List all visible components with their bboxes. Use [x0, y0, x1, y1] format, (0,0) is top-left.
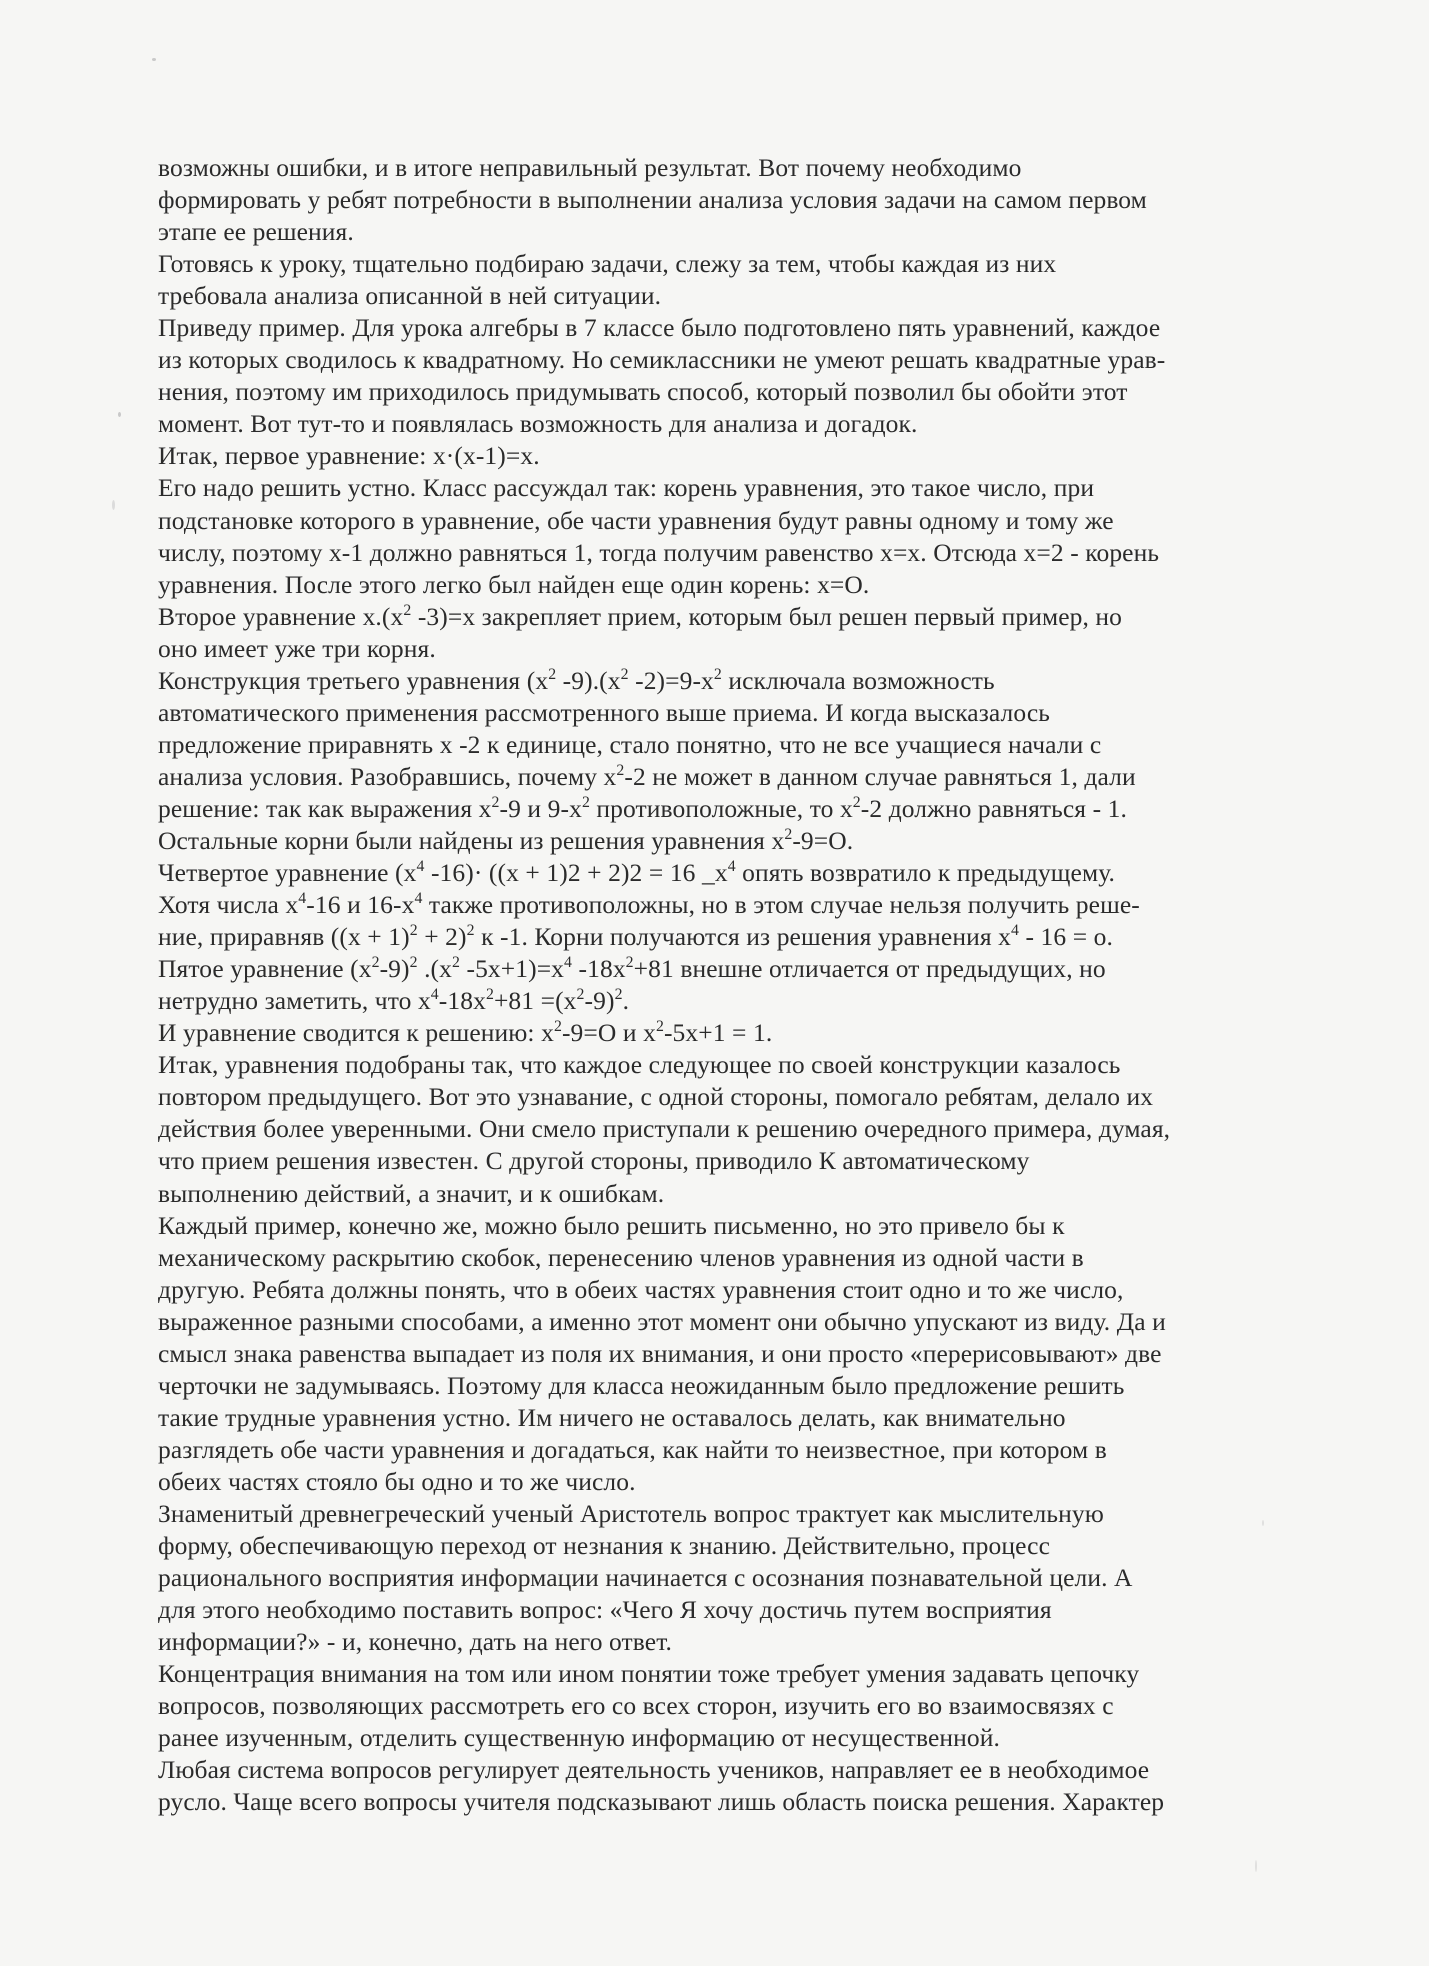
- scan-speck: [152, 58, 156, 61]
- text-run: возможны ошибки, и в итоге неправильный результат. Вот почему необходимо: [158, 153, 1022, 182]
- text-line: [158, 1690, 1273, 1722]
- text-run: формировать у ребят потребности в выполнении анализа условия задачи на самом первом: [158, 185, 1147, 215]
- text-run: - 16 = о.: [1018, 922, 1113, 952]
- text-run: -5х+1)=х: [460, 954, 565, 984]
- text-line: [158, 184, 1273, 216]
- text-run: вопросов, позволяющих рассмотреть его со всех сторон, изучить его во взаимосвязях с: [158, 1691, 1114, 1721]
- text-run: -18х: [572, 954, 626, 984]
- text-run: .: [622, 986, 630, 1016]
- superscript: 2: [553, 1018, 562, 1036]
- text-line: [158, 825, 1273, 857]
- text-run: выраженное разными способами, а именно этот момент они обычно упускают из виду. Да и: [158, 1306, 1166, 1336]
- text-run: + 2): [417, 922, 467, 952]
- superscript: 2: [548, 665, 557, 683]
- text-run: из которых сводилось к квадратному. Но семиклассники не умеют решать квадратные урав-: [158, 345, 1166, 375]
- text-run: требовала анализа описанной в ней ситуации.: [158, 281, 662, 311]
- text-run: автоматического применения рассмотренного выше приема. И когда высказалось: [158, 697, 1050, 727]
- text-run: Каждый пример, конечно же, можно было решить письменно, но это привело бы к: [158, 1210, 1065, 1240]
- text-run: к -1. Корни получаются из решения уравнения х: [474, 922, 1011, 952]
- text-run: рационального восприятия информации начинается с осознания познавательной цели. А: [158, 1563, 1133, 1593]
- superscript: 2: [485, 986, 494, 1004]
- superscript: 2: [614, 986, 623, 1004]
- text-run: -16)· ((х + 1)2 + 2)2 = 16 _х: [424, 858, 728, 888]
- superscript: 2: [620, 665, 629, 683]
- text-line: [158, 633, 1273, 665]
- text-line: [158, 889, 1273, 921]
- text-run: И уравнение сводится к решению: х: [158, 1018, 554, 1048]
- text-run: Любая система вопросов регулирует деятельность учеников, направляет ее в необходимое: [158, 1755, 1150, 1785]
- text-run: -3)=х закрепляет прием, которым был решен первый пример, но: [411, 601, 1123, 631]
- text-run: -2)=9-х: [628, 665, 714, 695]
- text-run: действия более уверенными. Они смело приступали к решению очередного примера, думая,: [158, 1114, 1171, 1144]
- superscript: 4: [430, 986, 439, 1004]
- text-run: для этого необходимо поставить вопрос: «Чего Я хочу достичь путем восприятия: [158, 1595, 1052, 1625]
- text-run: Четвертое уравнение (х: [158, 858, 417, 888]
- text-line: [158, 697, 1273, 729]
- superscript: 4: [1010, 922, 1019, 940]
- superscript: 2: [466, 922, 475, 940]
- text-line: [158, 761, 1273, 793]
- text-run: опять возвратило к предыдущему.: [735, 858, 1115, 888]
- text-line: [158, 1434, 1273, 1466]
- text-run: Концентрация внимания на том или ином понятии тоже требует умения задавать цепочку: [158, 1659, 1140, 1689]
- text-run: Готовясь к уроку, тщательно подбираю задачи, слежу за тем, чтобы каждая из них: [158, 249, 1057, 279]
- text-run: решение: так как выражения х: [158, 793, 492, 823]
- superscript: 4: [727, 858, 736, 876]
- text-line: [158, 1658, 1273, 1690]
- text-run: -9=О.: [792, 825, 854, 855]
- superscript: 2: [625, 954, 634, 972]
- superscript: 4: [416, 858, 425, 876]
- text-line: [158, 1178, 1273, 1210]
- text-run: этапе ее решения.: [158, 217, 354, 247]
- text-run: -9=О и х: [561, 1018, 656, 1048]
- text-line: [158, 440, 1273, 472]
- text-line: [158, 1498, 1273, 1530]
- text-run: -9): [379, 954, 410, 984]
- text-line: [158, 1562, 1273, 1594]
- text-run: -9).(х: [556, 665, 621, 695]
- text-run: +81 внешне отличается от предыдущих, но: [633, 954, 1106, 984]
- text-run: выполнению действий, а значит, и к ошибкам.: [158, 1178, 665, 1208]
- superscript: 2: [713, 665, 722, 683]
- superscript: 2: [581, 794, 590, 812]
- text-line: [158, 280, 1273, 312]
- text-line: [158, 472, 1273, 504]
- text-line: [158, 1306, 1273, 1338]
- text-line: [158, 1466, 1273, 1498]
- text-run: -9): [584, 986, 615, 1016]
- text-run: черточки не задумываясь. Поэтому для класса неожиданным было предложение решить: [158, 1370, 1125, 1400]
- text-line: [158, 216, 1273, 248]
- text-line: [158, 793, 1273, 825]
- text-run: Хотя числа х: [158, 890, 299, 920]
- text-line: [158, 569, 1273, 601]
- text-line: [158, 1210, 1273, 1242]
- text-run: такие трудные уравнения устно. Им ничего не оставалось делать, как внимательно: [158, 1402, 1066, 1432]
- text-run: -9 и 9-х: [499, 793, 582, 823]
- text-run: Знаменитый древнегреческий ученый Аристотель вопрос трактует как мыслительную: [158, 1498, 1104, 1528]
- text-run: ранее изученным, отделить существенную информацию от несущественной.: [158, 1723, 1000, 1753]
- superscript: 2: [371, 954, 380, 972]
- text-line: [158, 312, 1273, 344]
- scan-speck: [1255, 1860, 1257, 1872]
- text-run: -2 должно равняться - 1.: [860, 793, 1127, 823]
- document-body: [158, 152, 1273, 1818]
- text-run: Конструкция третьего уравнения (х: [158, 665, 549, 695]
- text-line: [158, 1626, 1273, 1658]
- text-line: [158, 601, 1273, 633]
- text-run: числу, поэтому х-1 должно равняться 1, тогда получим равенство х=х. Отсюда х=2 - корень: [158, 537, 1160, 567]
- scan-speck: [118, 412, 121, 417]
- superscript: 2: [403, 601, 412, 619]
- text-line: [158, 1402, 1273, 1434]
- superscript: 2: [409, 954, 418, 972]
- text-line: [158, 248, 1273, 280]
- text-run: Его надо решить устно. Класс рассуждал так: корень уравнения, это такое число, при: [158, 473, 1095, 503]
- text-line: [158, 953, 1273, 985]
- text-run: -5х+1 = 1.: [663, 1018, 773, 1048]
- text-line: [158, 537, 1273, 569]
- text-line: [158, 505, 1273, 537]
- text-line: [158, 665, 1273, 697]
- text-line: [158, 408, 1273, 440]
- text-run: разглядеть обе части уравнения и догадаться, как найти то неизвестное, при котором в: [158, 1434, 1107, 1464]
- text-run: русло. Чаще всего вопросы учителя подсказывают лишь область поиска решения. Характер: [158, 1787, 1165, 1817]
- text-run: Итак, первое уравнение: x·(x-1)=x.: [158, 441, 540, 471]
- text-run: Пятое уравнение (х: [158, 954, 372, 984]
- superscript: 4: [414, 890, 423, 908]
- text-line: [158, 1338, 1273, 1370]
- superscript: 2: [576, 986, 585, 1004]
- text-run: Остальные корни были найдены из решения уравнения х: [158, 825, 785, 855]
- superscript: 2: [491, 794, 500, 812]
- text-run: подстановке которого в уравнение, обе части уравнения будут равны одному и тому же: [158, 505, 1114, 535]
- text-run: -2 не может в данном случае равняться 1, дали: [624, 761, 1136, 791]
- text-run: нетрудно заметить, что х: [158, 986, 431, 1016]
- text-run: -18х: [438, 986, 486, 1016]
- text-run: обеих частях стояло бы одно и то же число.: [158, 1466, 636, 1496]
- text-run: уравнения. После этого легко был найден еще один корень: х=О.: [158, 569, 870, 599]
- scan-speck: [112, 500, 115, 510]
- text-run: +81 =(х: [493, 986, 577, 1016]
- text-line: [158, 1081, 1273, 1113]
- text-run: предложение приравнять х -2 к единице, стало понятно, что не все учащиеся начали с: [158, 729, 1102, 759]
- text-run: смысл знака равенства выпадает из поля их внимания, и они просто «перерисовывают» две: [158, 1338, 1162, 1368]
- text-run: .(х: [417, 954, 453, 984]
- text-run: ние, приравняв ((х + 1): [158, 922, 410, 952]
- text-line: [158, 376, 1273, 408]
- text-line: [158, 1113, 1273, 1145]
- text-run: повтором предыдущего. Вот это узнавание, с одной стороны, помогало ребятам, делало их: [158, 1082, 1154, 1112]
- text-run: также противоположны, но в этом случае нельзя получить реше-: [422, 890, 1140, 920]
- superscript: 2: [409, 922, 418, 940]
- text-line: [158, 921, 1273, 953]
- text-run: что прием решения известен. С другой стороны, приводило К автоматическому: [158, 1146, 1030, 1176]
- superscript: 2: [616, 762, 625, 780]
- text-run: -16 и 16-х: [306, 890, 415, 920]
- text-run: анализа условия. Разобравшись, почему х: [158, 761, 617, 791]
- superscript: 2: [784, 826, 793, 844]
- text-run: форму, обеспечивающую переход от незнания к знанию. Действительно, процесс: [158, 1531, 1051, 1561]
- text-run: механическому раскрытию скобок, перенесению членов уравнения из одной части в: [158, 1242, 1084, 1272]
- text-run: Приведу пример. Для урока алгебры в 7 классе было подготовлено пять уравнений, каждое: [158, 313, 1161, 343]
- text-run: информации?» - и, конечно, дать на него ответ.: [158, 1627, 673, 1657]
- text-run: оно имеет уже три корня.: [158, 633, 436, 663]
- superscript: 2: [452, 954, 461, 972]
- superscript: 4: [298, 890, 307, 908]
- text-run: исключала возможность: [721, 665, 995, 695]
- superscript: 4: [564, 954, 573, 972]
- text-run: нения, поэтому им приходилось придумывать способ, который позволил бы обойти этот: [158, 377, 1128, 407]
- text-line: [158, 1786, 1273, 1818]
- superscript: 2: [655, 1018, 664, 1036]
- text-line: [158, 985, 1273, 1017]
- text-line: [158, 1274, 1273, 1306]
- text-line: [158, 1722, 1273, 1754]
- text-run: Итак, уравнения подобраны так, что каждое следующее по своей конструкции казалось: [158, 1050, 1121, 1080]
- text-run: момент. Вот тут-то и появлялась возможность для анализа и догадок.: [158, 409, 918, 439]
- text-line: [158, 1049, 1273, 1081]
- text-line: [158, 1754, 1273, 1786]
- text-line: [158, 1594, 1273, 1626]
- text-run: противоположные, то х: [589, 793, 853, 823]
- text-line: [158, 857, 1273, 889]
- text-line: [158, 1530, 1273, 1562]
- text-line: [158, 729, 1273, 761]
- text-line: [158, 1017, 1273, 1049]
- text-run: Второе уравнение х.(х: [158, 601, 404, 631]
- text-line: [158, 344, 1273, 376]
- text-run: другую. Ребята должны понять, что в обеих частях уравнения стоит одно и то же число,: [158, 1274, 1124, 1304]
- text-line: [158, 152, 1273, 184]
- text-line: [158, 1145, 1273, 1177]
- text-line: [158, 1370, 1273, 1402]
- text-line: [158, 1242, 1273, 1274]
- superscript: 2: [852, 794, 861, 812]
